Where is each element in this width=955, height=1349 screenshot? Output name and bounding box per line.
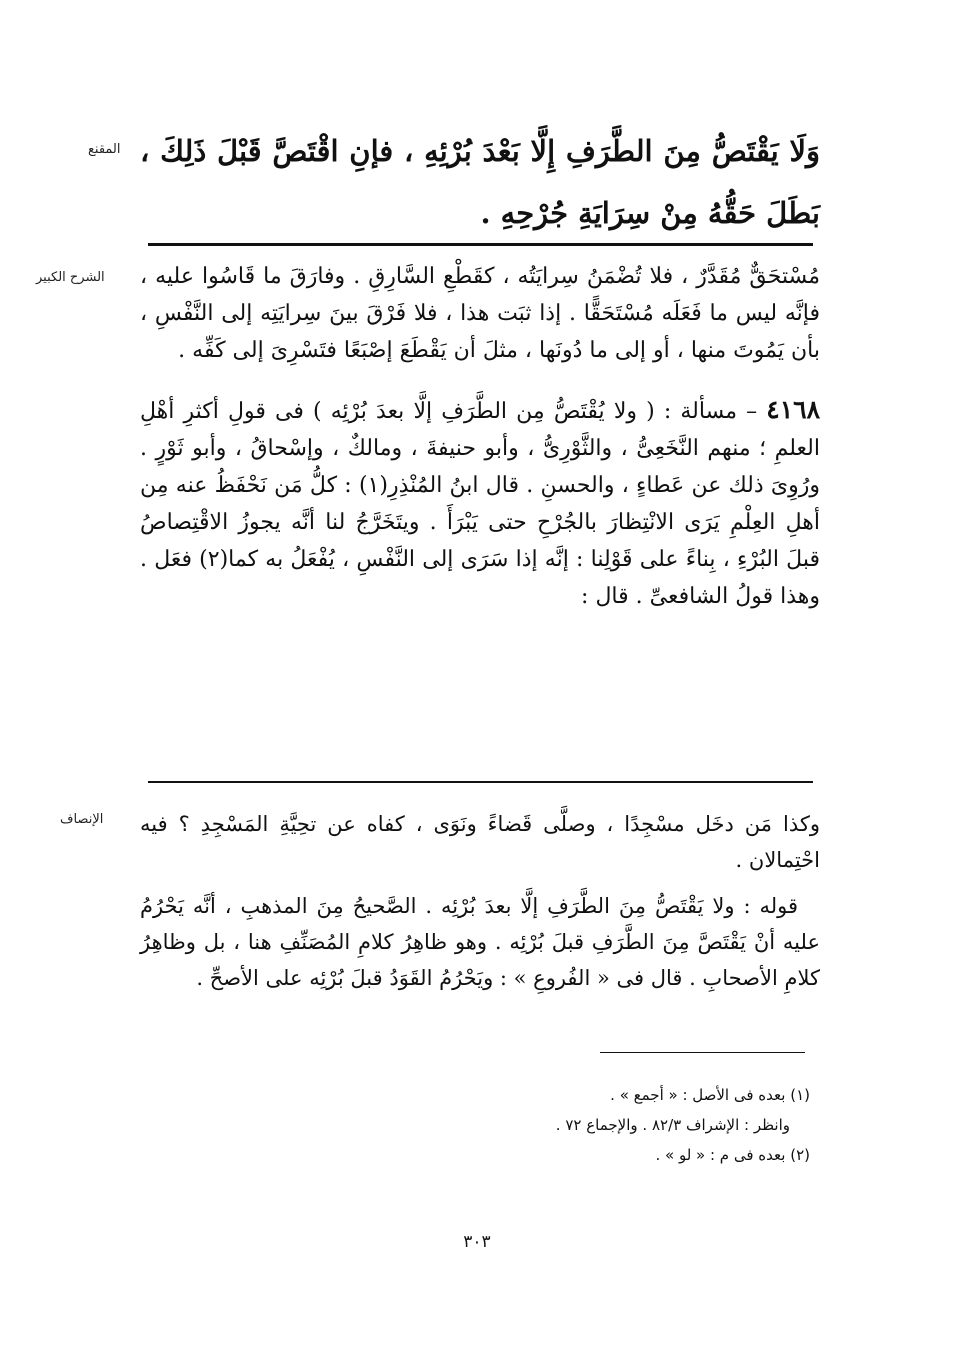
footnote-1: (١) بعده فى الأصل : « أجمع » . <box>610 1086 810 1104</box>
footnote-divider <box>600 1052 805 1053</box>
footnote-2: (٢) بعده فى م : « لو » . <box>655 1146 810 1164</box>
margin-label-muqni: المقنع <box>88 142 121 157</box>
sharh-paragraph-2-text: – مسألة : ( ولا يُقْتَصُّ مِن الطَّرَفِ إلَّا بعدَ بُرْئِه ) فى قولِ أكثرِ أهْلِ العلمِ ؛ منهم النَّخَعِىُّ ، والثَّوْرِىُّ ، وأبو حنيفةَ ، ومالكٌ ، وإسْحاقُ ، وأبو ثَوْرٍ . ورُوِىَ ذلك عن عَطاءٍ ، والحسنِ . قال ابنُ المُنْذِرِ(١) : كلُّ مَن نَحْفَظُ عنه مِن أهلِ العِلْمِ يَرَى الانْتِظارَ بالجُرْحِ حتى يَبْرَأَ . ويتَخَرَّجُ لنا أنَّه يجوزُ الاقْتِصاصُ قبلَ البُرْءِ ، بِناءً على قَوْلِنا : إنَّه إذا سَرَى إلى النَّفْسِ ، يُفْعَلُ به كما(٢) فعَل . وهذا قولُ الشافعىِّ . قال : <box>140 399 820 609</box>
margin-label-insaf: الإنصاف <box>60 812 104 827</box>
muqni-paragraph: وَلَا يَقْتَصُّ مِنَ الطَّرَفِ إِلَّا بَعْدَ بُرْئِهِ ، فإنِ اقْتَصَّ قَبْلَ ذَلِكَ ، بَطَلَ حَقُّهُ مِنْ سِرَايَةِ جُرْحِهِ . <box>140 134 820 230</box>
footnote-1-continued: وانظر : الإشراف ٨٢/٣ . والإجماع ٧٢ . <box>555 1116 790 1134</box>
insaf-text-block <box>140 806 820 996</box>
page-number: ٣٠٣ <box>463 1232 491 1252</box>
sharh-text-block <box>140 258 820 615</box>
issue-number: ٤١٦٨ <box>766 395 820 424</box>
section-divider-thin <box>148 781 813 783</box>
insaf-paragraph-2: قوله : ولا يَقْتَصُّ مِنَ الطَّرَفِ إلَّا بعدَ بُرْئِه . الصَّحيحُ مِنَ المذهبِ ، أنَّه يَحْرُمُ عليه أنْ يَقْتَصَّ مِنَ الطَّرَفِ قبلَ بُرْئِه . وهو ظاهِرُ كلامِ المُصَنِّفِ هنا ، بل وظاهِرُ كلامِ الأصحابِ . قال فى « الفُروعِ » : ويَحْرُمُ القَوَدُ قبلَ بُرْئِه على الأصحِّ . <box>140 894 820 990</box>
sharh-paragraph-2 <box>140 391 820 615</box>
sharh-paragraph-1: مُسْتحَقٌّ مُقَدَّرٌ ، فلا تُضْمَنُ سِرايَتُه ، كقَطْعِ السَّارِقِ . وفارَقَ ما قَاسُوا عليه ، فإنَّه ليس ما فَعَلَه مُسْتَحَقًّا . إذا ثبَت هذا ، فلا فَرْقَ بينَ سِرايَتِه إلى النَّفْسِ ، بأن يَمُوتَ منها ، أو إلى ما دُونَها ، مثلَ أن يَقْطَعَ إصْبَعًا فتَسْرِىَ إلى كَفِّه . <box>140 264 820 363</box>
footnotes <box>480 1080 810 1170</box>
insaf-paragraph-1: وكذا مَن دخَل مسْجِدًا ، وصلَّى قَضاءً ونَوَى ، كفاه عن تحِيَّةِ المَسْجِدِ ؟ فيه احْتِمالان . <box>140 812 820 872</box>
section-divider-thick <box>148 243 813 246</box>
muqni-text-block <box>140 120 820 244</box>
margin-label-sharh: الشرح الكبير <box>36 270 105 285</box>
